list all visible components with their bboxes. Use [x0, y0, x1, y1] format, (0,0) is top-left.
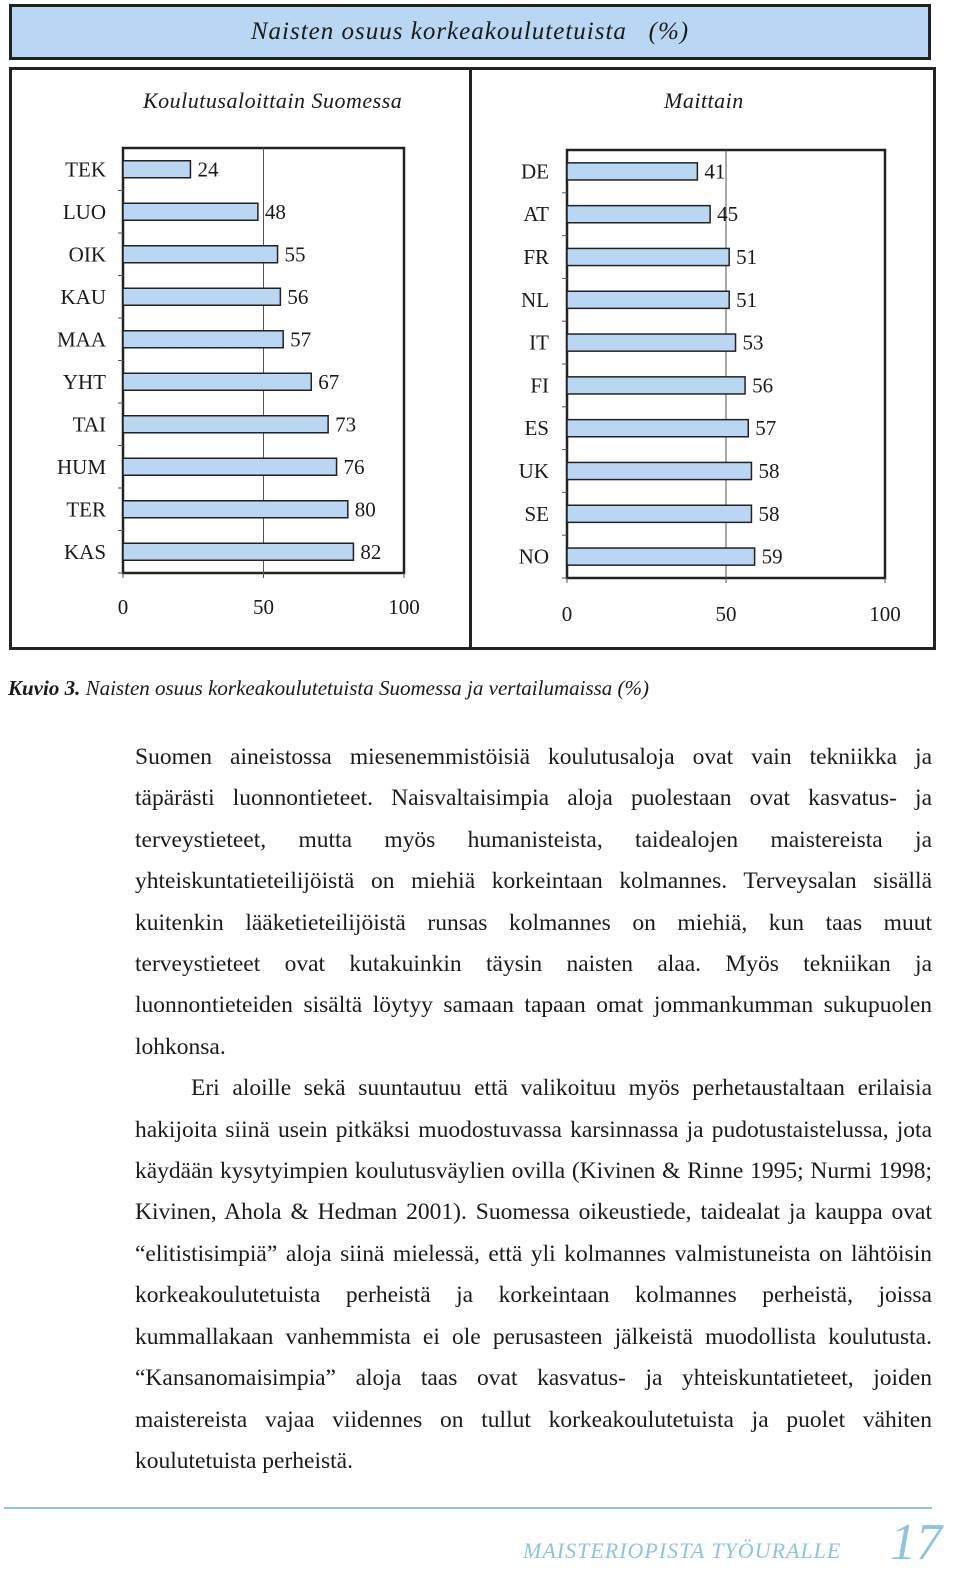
left-panel-title: Koulutusaloittain Suomessa [143, 88, 403, 113]
left-data-label: 24 [197, 157, 219, 182]
left-bar-yht [123, 373, 311, 390]
left-category-label: MAA [56, 327, 106, 352]
figure-title: Naisten osuus korkeakoulutetuista (%) [250, 18, 690, 45]
caption-text: Naisten osuus korkeakoulutetuista Suomessa ja vertailumaissa (%) [80, 676, 650, 700]
paragraph-1: Suomen aineistossa miesenemmistöisiä koulutusaloja ovat vain tekniikka ja täpärästi luonnontieteet. Naisvaltaisimpia aloja puolestaan ovat kasvatus- ja terveystieteet, mutta myös humanisteista, taidealojen maistereista ja yhteiskuntatieteilijöistä on miehiä korkeintaan kolmannes. Terveysalan sisällä kuitenkin lääketieteilijöistä runsas kolmannes on miehiä, kun taas muut terveystieteet ovat kutakuinkin täysin naisten alaa. Myös tekniikan ja luonnontieteiden sisältä löytyy samaan tapaan omat jommankumman sukupuolen lohkonsa. [135, 744, 932, 1060]
left-data-label: 73 [335, 412, 357, 437]
footer-rule [4, 1507, 932, 1509]
right-x-tick-label: 0 [561, 602, 573, 626]
right-data-label: 45 [717, 202, 739, 227]
left-bar-kau [123, 288, 280, 305]
left-data-label: 82 [360, 539, 382, 564]
right-data-label: 41 [704, 159, 726, 184]
left-bar-kas [123, 543, 353, 560]
right-bar-at [567, 206, 710, 223]
left-data-label: 67 [318, 369, 340, 394]
left-x-tick-label: 0 [117, 595, 129, 619]
left-bar-oik [123, 246, 278, 263]
left-bar-maa [123, 331, 283, 348]
left-data-label: 76 [343, 454, 365, 479]
left-category-label: YHT [62, 369, 106, 394]
caption-label: Kuvio 3. [8, 676, 81, 700]
left-category-label: HUM [56, 454, 106, 479]
right-bar-fi [567, 377, 745, 394]
left-bar-luo [123, 203, 258, 220]
left-category-label: TEK [65, 157, 106, 182]
right-category-label: UK [518, 459, 549, 483]
left-x-tick-label: 50 [253, 595, 274, 619]
right-bar-uk [567, 462, 751, 479]
left-data-label: 56 [287, 284, 309, 309]
right-x-tick-label: 50 [715, 602, 737, 626]
right-data-label: 51 [736, 287, 758, 312]
left-x-tick-label: 100 [388, 595, 420, 619]
right-category-label: NL [521, 287, 549, 312]
right-bar-fr [567, 248, 729, 265]
right-data-label: 59 [761, 544, 783, 569]
right-category-label: DE [521, 159, 549, 184]
body-text [135, 737, 932, 1482]
right-data-label: 56 [752, 373, 774, 398]
right-x-tick-label: 100 [869, 602, 901, 626]
left-bar-hum [123, 458, 337, 475]
left-category-label: TAI [72, 412, 106, 437]
right-bar-es [567, 420, 748, 437]
right-data-label: 57 [755, 416, 777, 441]
left-category-label: KAS [63, 539, 106, 564]
footer-title: MAISTERIOPISTA TYÖURALLE [523, 1538, 842, 1563]
right-bar-de [567, 163, 697, 180]
right-category-label: FR [523, 245, 549, 269]
right-data-label: 58 [758, 501, 780, 526]
left-category-label: LUO [62, 199, 106, 224]
right-bar-se [567, 505, 751, 522]
left-category-label: KAU [60, 284, 106, 309]
bar-charts [0, 0, 960, 660]
left-category-label: TER [66, 497, 106, 522]
right-category-label: NO [518, 544, 549, 569]
right-category-label: AT [523, 202, 549, 227]
right-bar-no [567, 548, 755, 565]
right-category-label: ES [524, 416, 549, 441]
right-data-label: 53 [742, 330, 764, 355]
left-data-label: 48 [264, 199, 286, 224]
left-data-label: 55 [284, 242, 306, 267]
left-bar-tek [123, 161, 190, 178]
right-data-label: 51 [736, 245, 758, 269]
right-category-label: IT [529, 330, 549, 355]
left-category-label: OIK [68, 242, 106, 267]
right-bar-nl [567, 291, 729, 308]
left-data-label: 80 [354, 497, 376, 522]
right-category-label: FI [530, 373, 549, 398]
left-data-label: 57 [290, 327, 312, 352]
page-number: 17 [890, 1514, 942, 1571]
figure-caption [8, 676, 649, 701]
paragraph-2: Eri aloille sekä suuntautuu että valikoituu myös perhetaustaltaan erilaisia hakijoita siinä usein pitkäksi muodostuvassa karsinnassa ja pudotustaistelussa, jota käydään kysytyimpien koulutusväylien ovilla (Kivinen & Rinne 1995; Nurmi 1998; Kivinen, Ahola & Hedman 2001). Suomessa oikeustiede, taidealat ja kauppa ovat “elitistisimpiä” aloja siinä mielessä, että yli kolmannes valmistuneista on lähtöisin korkeakoulutetuista perheistä ja korkeintaan kolmannes perheistä, joissa kummallakaan vanhemmista ei ole perusasteen jälkeistä muodollista koulutusta. “Kansanomaisimpia” aloja taas ovat kasvatus- ja yhteiskuntatieteet, joiden maistereista vajaa viidennes on tullut korkeakoulutetuista ja puolet vähiten koulutetuista perheistä. [135, 1075, 932, 1474]
right-data-label: 58 [758, 459, 780, 483]
left-bar-tai [123, 416, 328, 433]
right-panel-title: Maittain [664, 88, 744, 113]
right-bar-it [567, 334, 736, 351]
right-category-label: SE [524, 501, 549, 526]
left-bar-ter [123, 501, 348, 518]
